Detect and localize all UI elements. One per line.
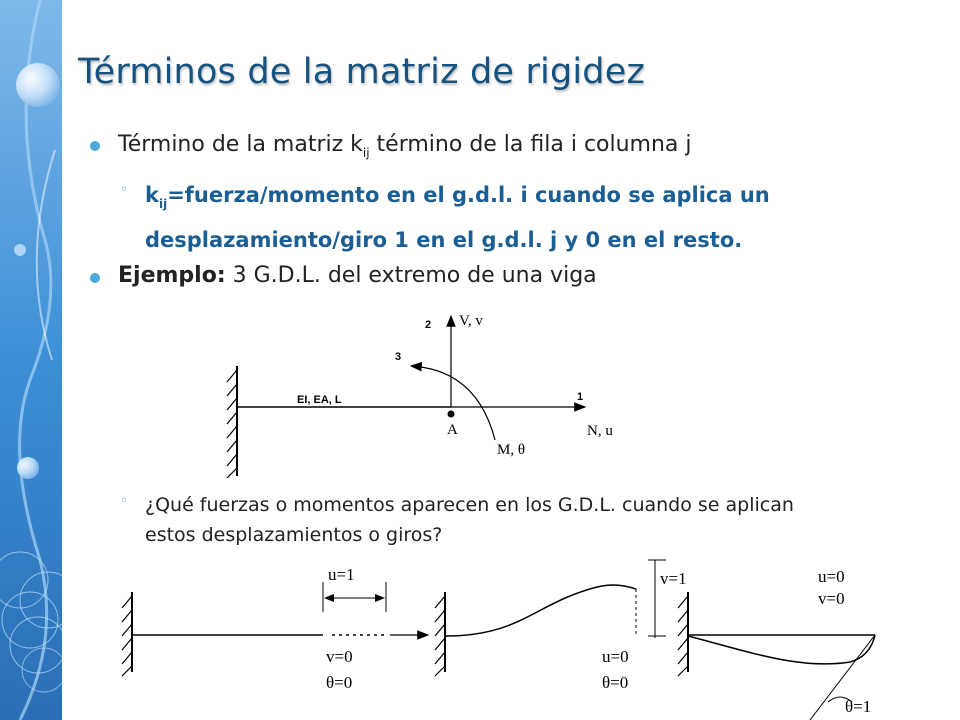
question-line-2: estos desplazamientos o giros?: [145, 524, 443, 546]
subscript-ij: ij: [362, 146, 370, 160]
case3-theta-label: θ=1: [845, 697, 872, 716]
dof-2-label: 2: [425, 319, 432, 331]
definition-line-2: desplazamiento/giro 1 en el g.d.l. j y 0 en el resto.: [145, 228, 743, 252]
example-text: 3 G.D.L. del extremo de una viga: [225, 263, 597, 288]
dof-3-label: 3: [395, 351, 402, 363]
decorative-sidebar: [0, 0, 62, 720]
case2-u-label: u=0: [602, 647, 629, 666]
case2-v-label: v=1: [660, 569, 687, 588]
bullet-1-rest: término de la fila i columna j: [369, 132, 692, 157]
definition-line-1: =fuerza/momento en el g.d.l. i cuando se aplica un: [167, 183, 770, 207]
bullet-example: [118, 263, 597, 288]
subscript-ij: ij: [158, 197, 168, 211]
axial-force-label: N, u: [587, 423, 613, 439]
beam-dof-diagram: [215, 308, 645, 478]
example-label: Ejemplo:: [118, 263, 226, 288]
bullet-dot: [90, 273, 100, 283]
node-a-dot: [448, 411, 455, 418]
dof-1-label: 1: [577, 391, 584, 403]
bullet-kij-definition: [145, 177, 770, 258]
bullet-stiffness-term: [118, 132, 692, 160]
question-line-1: ¿Qué fuerzas o momentos aparecen en los G.D.L. cuando se aplican: [145, 494, 794, 516]
k-symbol: k: [145, 183, 159, 207]
bullet-dot: [90, 141, 100, 151]
case2-theta-label: θ=0: [602, 673, 629, 692]
fixed-support-hatch: [227, 370, 237, 478]
case1-v-label: v=0: [326, 647, 353, 666]
sub-bullet-circle: ◦: [120, 182, 129, 198]
bullet-question: [145, 490, 794, 550]
moment-label: M, θ: [497, 442, 526, 458]
case-unit-rotation: [678, 567, 875, 720]
case1-u-label: u=1: [328, 565, 355, 584]
slide-title: Términos de la matriz de rigidez: [78, 52, 646, 92]
bullet-1-text: Término de la matriz k: [118, 132, 363, 157]
sub-bullet-circle: ◦: [120, 493, 129, 509]
case-axial-displacement: [122, 565, 428, 692]
case3-v-label: v=0: [818, 589, 845, 608]
node-label: A: [447, 422, 458, 438]
case3-u-label: u=0: [818, 567, 845, 586]
case-vertical-displacement: [435, 560, 687, 692]
vertical-force-label: V, v: [459, 313, 483, 329]
beam-properties-label: EI, EA, L: [297, 394, 342, 406]
sidebar-bubble-icon: [16, 63, 60, 107]
case1-theta-label: θ=0: [326, 673, 353, 692]
unit-displacement-diagrams: [110, 552, 910, 720]
